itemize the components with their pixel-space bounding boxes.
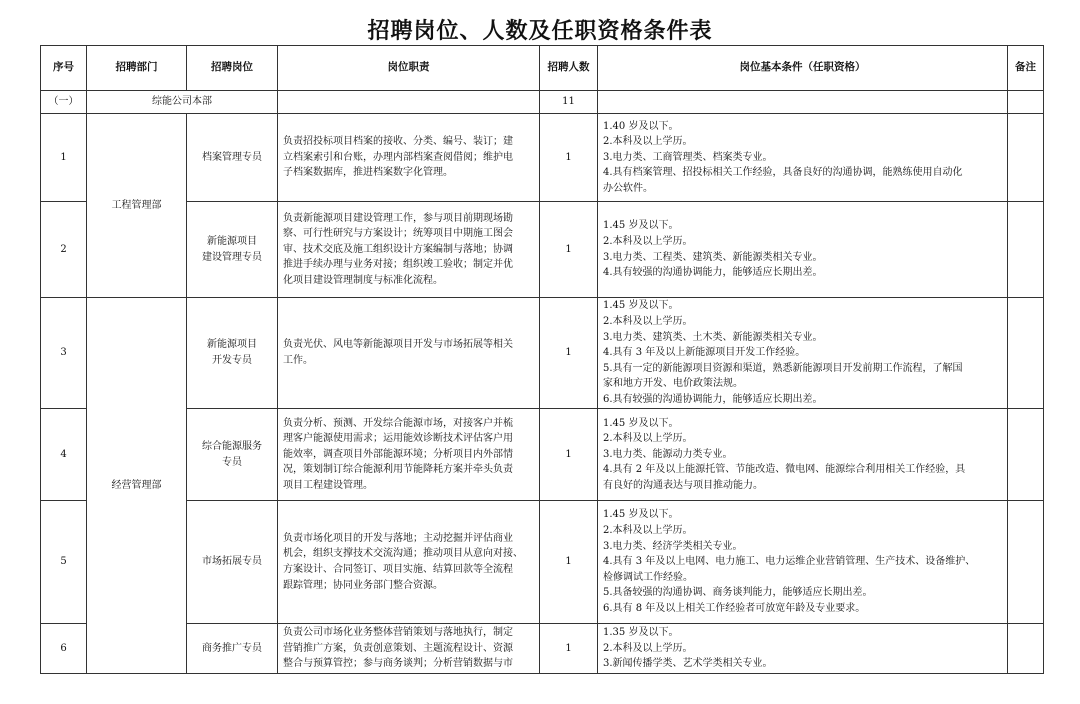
- header-row: [41, 46, 1044, 91]
- cond-cell: 1.35 岁及以下。 2.本科及以上学历。 3.新闻传播学类、艺术学类相关专业。: [598, 624, 1008, 674]
- header-post: 招聘岗位: [187, 46, 278, 91]
- duty-cell: 负责招投标项目档案的接收、分类、编号、装订；建 立档案索引和台账，办理内部档案查阅借阅；维护电 子档案数据库，推进档案数字化管理。: [278, 114, 540, 202]
- cond-cell: 1.45 岁及以下。 2.本科及以上学历。 3.电力类、建筑类、土木类、新能源类相关专业。 4.具有 3 年及以上新能源项目开发工作经验。 5.具有一定的新能源项目资源和渠道，熟悉新能源项目开发前期工作流程，了解国 家和地方开发、电价政策法规。 6.具有较强的沟通协调能力，能够适应长期出差。: [598, 298, 1008, 409]
- note-cell: [1008, 298, 1044, 409]
- cond-cell: 1.45 岁及以下。 2.本科及以上学历。 3.电力类、工程类、建筑类、新能源类相关专业。 4.具有较强的沟通协调能力，能够适应长期出差。: [598, 202, 1008, 298]
- note-cell: [1008, 114, 1044, 202]
- note-cell: [1008, 501, 1044, 624]
- dept-cell: 工程管理部: [87, 114, 187, 298]
- table-row: [41, 624, 1044, 674]
- table-row: [41, 501, 1044, 624]
- post-cell: 档案管理专员: [187, 114, 278, 202]
- row-seq: 3: [41, 298, 87, 409]
- count-cell: 1: [540, 298, 598, 409]
- note-cell: [1008, 409, 1044, 501]
- table-row: [41, 114, 1044, 202]
- count-cell: 1: [540, 501, 598, 624]
- note-cell: [1008, 202, 1044, 298]
- post-cell: 新能源项目 开发专员: [187, 298, 278, 409]
- post-cell: 商务推广专员: [187, 624, 278, 674]
- header-count: 招聘人数: [540, 46, 598, 91]
- post-cell: 综合能源服务 专员: [187, 409, 278, 501]
- duty-cell: 负责公司市场化业务整体营销策划与落地执行，制定 营销推广方案，负责创意策划、主题流程设计、资源 整合与预算管控；参与商务谈判；分析营销数据与市: [278, 624, 540, 674]
- count-cell: 1: [540, 624, 598, 674]
- count-cell: 1: [540, 409, 598, 501]
- cond-cell: 1.45 岁及以下。 2.本科及以上学历。 3.电力类、能源动力类专业。 4.具有 2 年及以上能源托管、节能改造、微电网、能源综合利用相关工作经验，具 有良好的沟通表达与项目推动能力。: [598, 409, 1008, 501]
- post-cell: 新能源项目 建设管理专员: [187, 202, 278, 298]
- header-seq: 序号: [41, 46, 87, 91]
- duty-cell: 负责光伏、风电等新能源项目开发与市场拓展等相关 工作。: [278, 298, 540, 409]
- header-cond: 岗位基本条件（任职资格）: [598, 46, 1008, 91]
- section-seq: （一）: [41, 91, 87, 114]
- duty-cell: 负责新能源项目建设管理工作，参与项目前期现场勘 察、可行性研究与方案设计；统筹项目中期施工图会 审、技术交底及施工组织设计方案编制与落地；协调 推进手续办理与业务对接；组织竣工验收；制定并优 化项目建设管理制度与标准化流程。: [278, 202, 540, 298]
- header-note: 备注: [1008, 46, 1044, 91]
- count-cell: 1: [540, 202, 598, 298]
- dept-cell: 经营管理部: [87, 298, 187, 674]
- section-name: 综能公司本部: [87, 91, 278, 114]
- row-seq: 4: [41, 409, 87, 501]
- cond-cell: 1.45 岁及以下。 2.本科及以上学历。 3.电力类、经济学类相关专业。 4.具有 3 年及以上电网、电力施工、电力运维企业营销管理、生产技术、设备维护、 检修调试工作经验。 5.具备较强的沟通协调、商务谈判能力，能够适应长期出差。 6.具有 8 年及以上相关工作经验者可放宽年龄及专业要求。: [598, 501, 1008, 624]
- row-seq: 6: [41, 624, 87, 674]
- row-seq: 2: [41, 202, 87, 298]
- page-title: 招聘岗位、人数及任职资格条件表: [367, 19, 713, 44]
- post-cell: 市场拓展专员: [187, 501, 278, 624]
- note-cell: [1008, 624, 1044, 674]
- row-seq: 5: [41, 501, 87, 624]
- header-duty: 岗位职责: [278, 46, 540, 91]
- table-row: [41, 409, 1044, 501]
- section-count: 11: [540, 91, 598, 114]
- recruitment-table: [40, 45, 1044, 674]
- header-dept: 招聘部门: [87, 46, 187, 91]
- section-row: [41, 91, 1044, 114]
- cond-cell: 1.40 岁及以下。 2.本科及以上学历。 3.电力类、工商管理类、档案类专业。 4.具有档案管理、招投标相关工作经验，具备良好的沟通协调，能熟练使用自动化 办公软件。: [598, 114, 1008, 202]
- duty-cell: 负责分析、预测、开发综合能源市场，对接客户并梳 理客户能源使用需求；运用能效诊断技术评估客户用 能效率，调查项目外部能源环境；分析项目内外部情 况，策划制订综合能源利用节能降耗方案并牵头负责 项目工程建设管理。: [278, 409, 540, 501]
- table-row: [41, 202, 1044, 298]
- duty-cell: 负责市场化项目的开发与落地；主动挖掘并评估商业 机会，组织支撑技术交流沟通；推动项目从意向对接、 方案设计、合同签订、项目实施、结算回款等全流程 跟踪管理；协同业务部门整合资源。: [278, 501, 540, 624]
- count-cell: 1: [540, 114, 598, 202]
- table-row: [41, 298, 1044, 409]
- row-seq: 1: [41, 114, 87, 202]
